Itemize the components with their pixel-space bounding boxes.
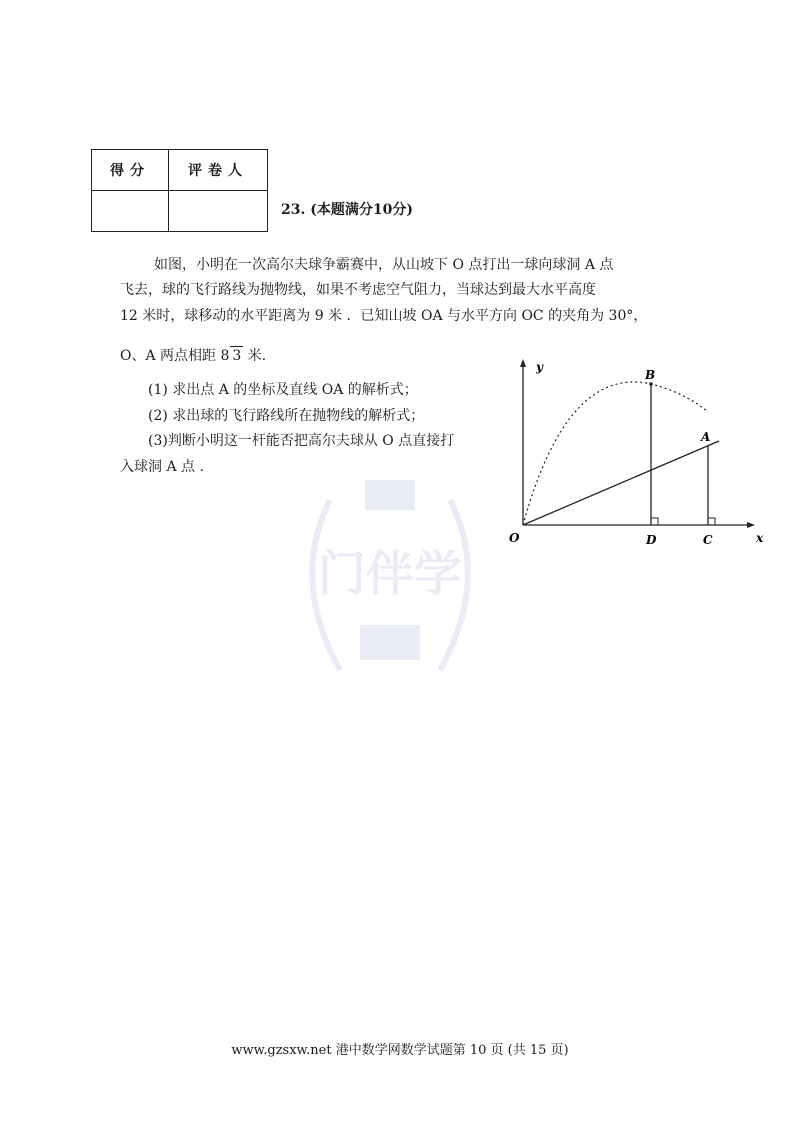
subquestion-1: (1) 求出点 A 的坐标及直线 OA 的解析式； [148, 382, 418, 398]
distance-text: O、A 两点相距 8 [120, 348, 230, 364]
sqrt-radicand: 3 [232, 348, 242, 364]
subquestion-3: (3)判断小明这一杆能否把高尔夫球从 O 点直接打 [148, 433, 455, 449]
y-axis-arrow [520, 359, 526, 367]
label-x: x [756, 531, 764, 545]
problem-line-2: 飞去，球的飞行路线为抛物线，如果不考虑空气阻力，当球达到最大水平高度 [120, 282, 596, 298]
label-y: y [536, 360, 543, 374]
x-axis-arrow [747, 522, 755, 528]
watermark-text: 门伴学 [317, 546, 463, 602]
subquestion-2: (2) 求出球的飞行路线所在抛物线的解析式； [148, 408, 425, 424]
right-angle-d [651, 518, 658, 525]
score-header: 得分 [92, 150, 169, 191]
problem-line-1: 如图，小明在一次高尔夫球争霸赛中，从山坡下 O 点打出一球向球洞 A 点 [154, 257, 614, 273]
question-title: (本题满分10分) [310, 202, 413, 218]
problem-line-3: 12 米时，球移动的水平距离为 9 米 ．已知山坡 OA 与水平方向 OC 的夹角为 30°， [120, 308, 648, 324]
parabola-figure [505, 355, 770, 555]
question-number: 23. [281, 202, 306, 218]
score-table [91, 149, 268, 232]
distance-unit: 米． [243, 348, 276, 364]
label-d: D [646, 533, 657, 547]
grader-cell [169, 191, 268, 232]
label-o: O [509, 531, 520, 545]
grader-header: 评卷人 [169, 150, 268, 191]
flight-parabola [523, 382, 707, 525]
label-c: C [703, 533, 713, 547]
score-cell [92, 191, 169, 232]
label-b: B [645, 368, 656, 382]
right-angle-c [708, 518, 715, 525]
label-a: A [701, 430, 711, 444]
slope-line-oa [523, 441, 719, 525]
page-footer: www.gzsxw.net 港中数学网数学试题第 10 页 (共 15 页) [231, 1043, 569, 1058]
watermark-logo [270, 460, 510, 700]
question-heading [281, 199, 413, 219]
subquestion-3-cont: 入球洞 A 点 . [120, 459, 204, 475]
